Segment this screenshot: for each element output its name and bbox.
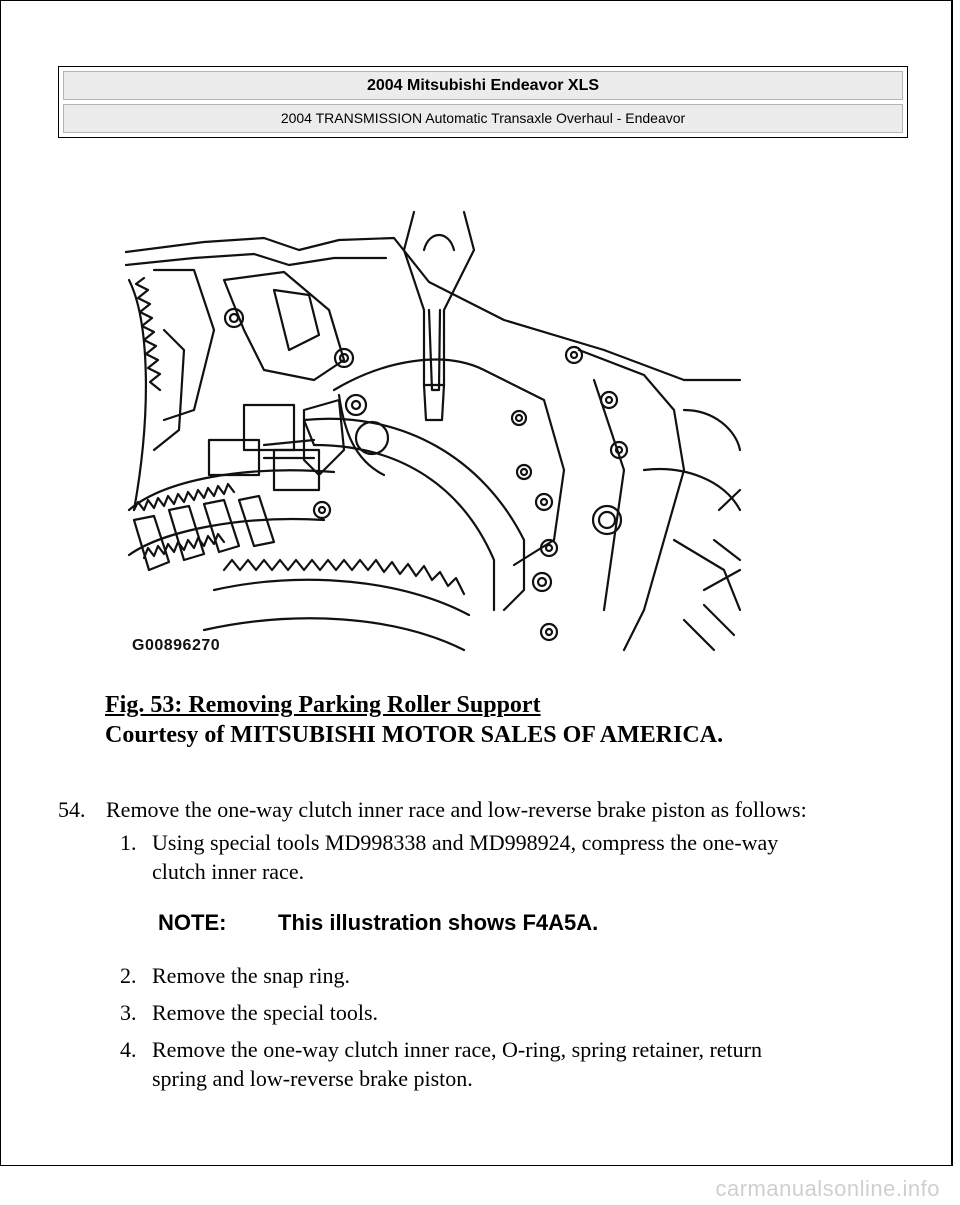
- figure-code: G00896270: [132, 637, 221, 654]
- parking-roller-support-illustration: [124, 210, 744, 665]
- step-54: [58, 796, 938, 826]
- figure-credit: Courtesy of MITSUBISHI MOTOR SALES OF AMERICA.: [105, 722, 724, 748]
- substep-text: Remove the snap ring.: [152, 963, 350, 988]
- substep-3: [120, 999, 920, 1029]
- figure-title: Fig. 53: Removing Parking Roller Support: [105, 692, 541, 718]
- section-title: 2004 TRANSMISSION Automatic Transaxle Overhaul - Endeavor: [63, 104, 903, 133]
- substep-text: Using special tools MD998338 and MD998924, compress the one-way: [152, 830, 779, 855]
- step-number: 54.: [58, 797, 86, 822]
- step-text: Remove the one-way clutch inner race and low-reverse brake piston as follows:: [106, 797, 807, 822]
- substep-text: Remove the one-way clutch inner race, O-ring, spring retainer, return: [152, 1037, 762, 1062]
- figure-caption: [105, 690, 723, 750]
- substep-text-continued: clutch inner race.: [152, 859, 305, 884]
- substep-text-continued: spring and low-reverse brake piston.: [152, 1066, 473, 1091]
- footer-rule: [0, 1165, 953, 1166]
- substep-number: 1.: [120, 830, 137, 855]
- note-text: This illustration shows F4A5A.: [278, 910, 599, 935]
- substep-number: 3.: [120, 1000, 137, 1025]
- substep-2: [120, 962, 920, 992]
- document-header: [58, 66, 908, 138]
- substep-number: 4.: [120, 1037, 137, 1062]
- substep-1: [120, 829, 920, 885]
- substep-4: [120, 1036, 920, 1092]
- watermark: carmanualsonline.info: [715, 1176, 940, 1201]
- substep-number: 2.: [120, 963, 137, 988]
- note-label: NOTE:: [158, 910, 227, 935]
- substep-text: Remove the special tools.: [152, 1000, 379, 1025]
- vehicle-title: 2004 Mitsubishi Endeavor XLS: [63, 71, 903, 100]
